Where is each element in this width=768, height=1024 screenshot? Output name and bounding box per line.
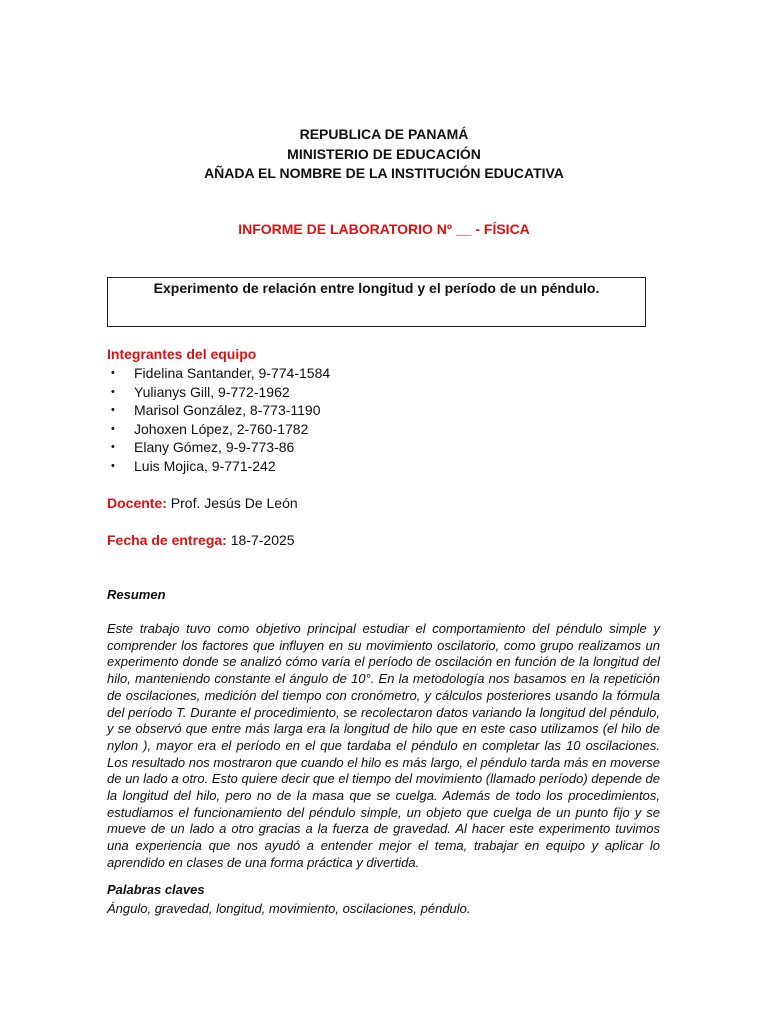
header-institution: AÑADA EL NOMBRE DE LA INSTITUCIÓN EDUCATIVA [204,165,564,181]
member-name: Marisol González, 8-773-1190 [134,402,321,419]
list-item [107,457,330,476]
teacher-label: Docente: [107,495,167,511]
list-item [107,364,330,383]
delivery-date-value: 18-7-2025 [230,532,295,548]
keywords-heading: Palabras claves [107,882,205,897]
bullet-icon: • [111,367,115,379]
delivery-date-line [107,532,295,548]
header-country: REPUBLICA DE PANAMÁ [299,126,469,142]
header-ministry: MINISTERIO DE EDUCACIÓN [287,145,481,162]
teacher-line [107,495,298,511]
bullet-icon: • [111,385,115,398]
bullet-icon: • [111,422,115,435]
experiment-title: Experimento de relación entre longitud y el período de un péndulo. [153,280,600,296]
summary-text: Este trabajo tuvo como objetivo principal estudiar el comportamiento del péndulo simple y comprender los factores que influyen en su movimiento oscilatorio, como grupo realizamos un experimento donde se analizó cómo varía el período de oscilación en función de la longitud del hilo, manteniendo constante el ángulo de 10°. En la metodología nos basamos en la repetición de oscilaciones, medición del tiempo con cronómetro, y cálculos posteriores usando la fórmula del período T. Durante el procedimiento, se recolectaron datos variando la longitud del péndulo, y se observó que entre más larga era la longitud de hilo que en este caso utilizamos (el hilo de nylon ), mayor era el período en el que tardaba el péndulo en completar las 10 oscilaciones. Los resultado nos mostraron que cuando el hilo es más largo, el péndulo tarda más en moverse de un lado a otro. Esto quiere decir que el tiempo del movimiento (llamado período) depende de la longitud del hilo, pero no de la masa que se cuelga. Además de todo los procedimientos, estudiamos el funcionamiento del péndulo simple, un objeto que cuelga de un punto fijo y se mueve de un lado a otro gracias a la fuerza de gravedad. Al hacer este experimento tuvimos una experiencia que nos ayudó a entender mejor el tema, trabajar en equipo y aplicar lo aprendido en clases de una forma práctica y divertida. [107,621,660,870]
keywords-text: Ángulo, gravedad, longitud, movimiento, oscilaciones, péndulo. [107,901,471,916]
experiment-title-box [107,277,646,327]
summary-heading: Resumen [107,587,166,602]
list-item [107,438,330,457]
team-heading: Integrantes del equipo [107,346,257,362]
team-member-list [107,364,330,476]
bullet-icon: • [111,459,115,472]
member-name: Fidelina Santander, 9-774-1584 [134,365,331,381]
member-name: Johoxen López, 2-760-1782 [134,420,309,437]
list-item [107,383,330,402]
member-name: Luis Mojica, 9-771-242 [134,457,276,474]
document-header [0,125,768,184]
list-item [107,420,330,439]
list-item [107,401,330,420]
bullet-icon: • [111,441,115,454]
member-name: Elany Gómez, 9-9-773-86 [134,439,295,456]
delivery-date-label: Fecha de entrega: [107,532,227,548]
bullet-icon: • [111,404,115,417]
member-name: Yulianys Gill, 9-772-1962 [134,383,290,400]
teacher-value: Prof. Jesús De León [170,495,298,511]
report-title: INFORME DE LABORATORIO Nº __ - FÍSICA [238,221,530,237]
